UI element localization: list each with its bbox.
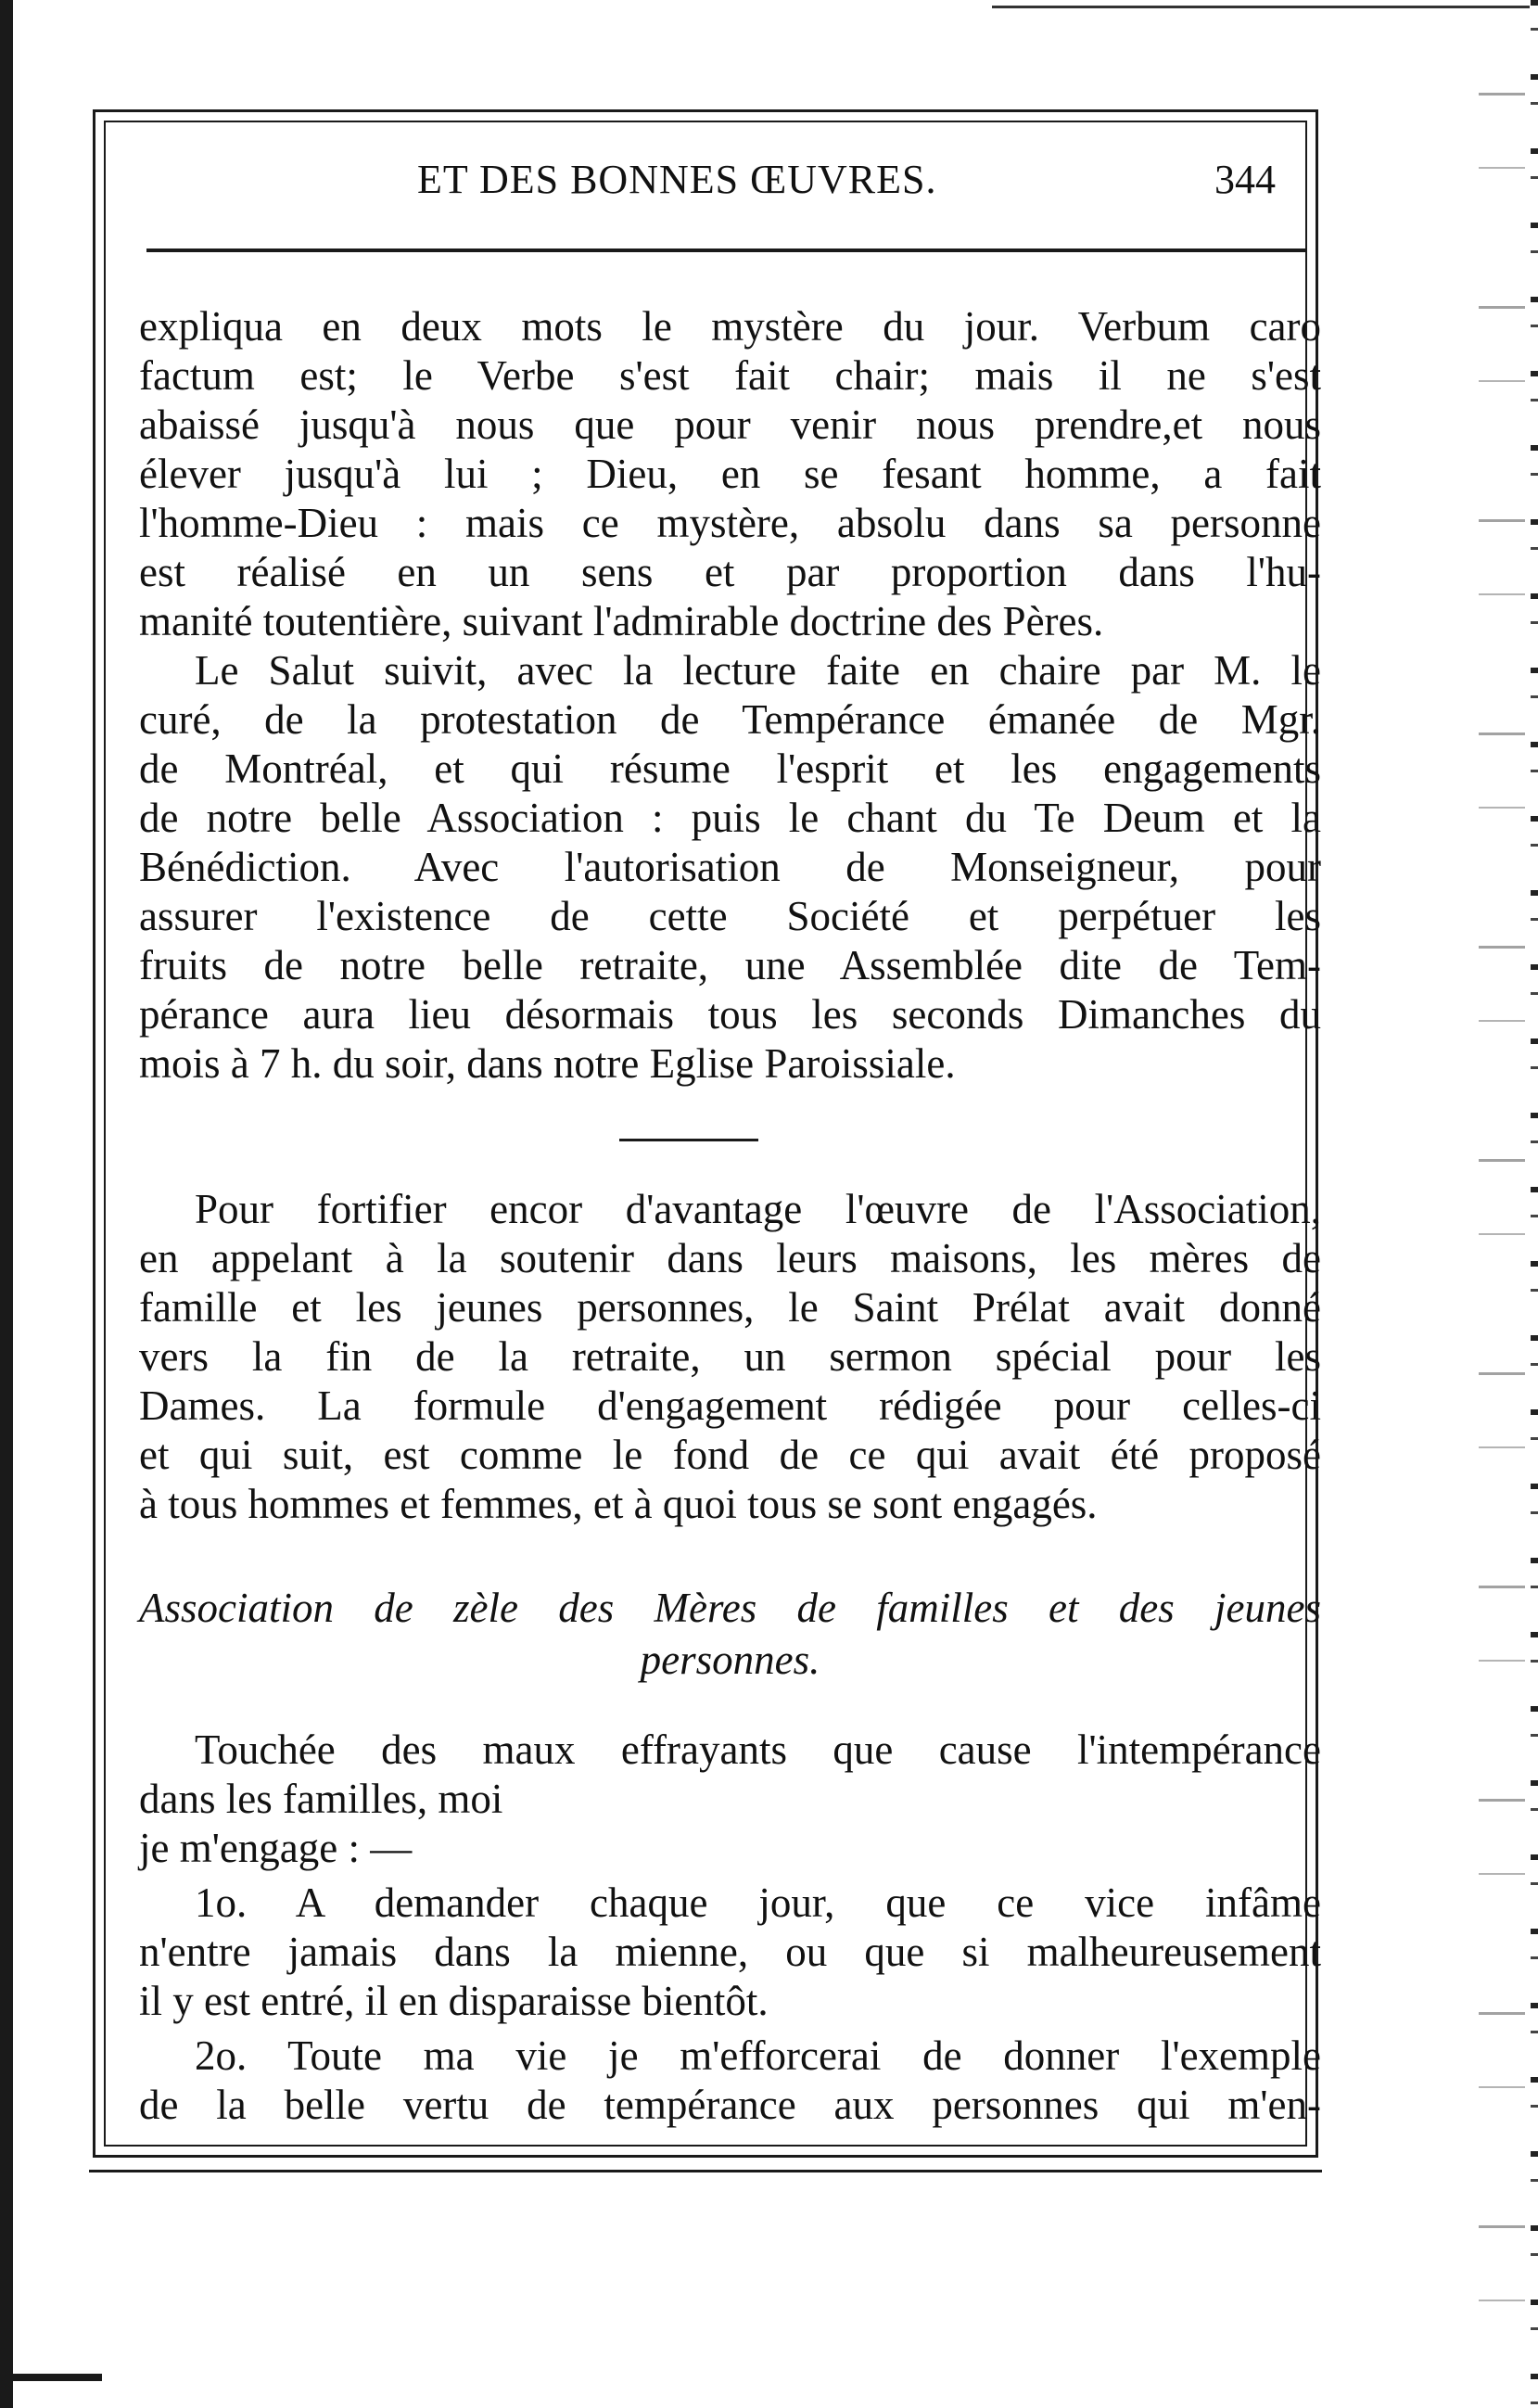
text-line: pérance aura lieu désormais tous les seconds Dimanches du bbox=[139, 991, 1321, 1038]
running-title: ET DES BONNES ŒUVRES. bbox=[417, 157, 937, 202]
text-line: expliqua en deux mots le mystère du jour. Verbum caro bbox=[139, 303, 1321, 350]
text-line: Pour fortifier encor d'avantage l'œuvre de l'Association, bbox=[195, 1186, 1321, 1232]
text-line: élever jusqu'à lui ; Dieu, en se fesant homme, a fait bbox=[139, 451, 1321, 497]
text-line: il y est entré, il en disparaisse bientôt. bbox=[139, 1978, 769, 2024]
page-number: 344 bbox=[1214, 157, 1276, 202]
text-line: de Montréal, et qui résume l'esprit et les engagements bbox=[139, 745, 1321, 792]
text-line: à tous hommes et femmes, et à quoi tous se sont engagés. bbox=[139, 1481, 1098, 1527]
text-line: factum est; le Verbe s'est fait chair; mais il ne s'est bbox=[139, 352, 1321, 399]
text-line: est réalisé en un sens et par proportion dans l'hu- bbox=[139, 549, 1321, 595]
bottom-rule bbox=[89, 2170, 1322, 2172]
section-separator bbox=[619, 1139, 758, 1141]
text-line: abaissé jusqu'à nous que pour venir nous prendre,et nous bbox=[139, 401, 1321, 448]
text-line: famille et les jeunes personnes, le Saint Prélat avait donné bbox=[139, 1284, 1321, 1331]
text-line: de notre belle Association : puis le chant du Te Deum et la bbox=[139, 795, 1321, 841]
text-line: Touchée des maux effrayants que cause l'intempérance bbox=[195, 1726, 1321, 1773]
text-line: et qui suit, est comme le fond de ce qui avait été proposé bbox=[139, 1432, 1321, 1478]
text-line: 2o. Toute ma vie je m'efforcerai de donner l'exemple bbox=[195, 2032, 1321, 2079]
text-line: curé, de la protestation de Tempérance émanée de Mgr. bbox=[139, 696, 1321, 743]
text-line: dans les familles, moi bbox=[139, 1776, 503, 1822]
text-line: je m'engage : — bbox=[139, 1825, 413, 1871]
section-title-line: Association de zèle des Mères de familles et des jeunes bbox=[139, 1585, 1321, 1631]
text-line: de la belle vertu de tempérance aux personnes qui m'en- bbox=[139, 2082, 1321, 2128]
text-line: Bénédiction. Avec l'autorisation de Monseigneur, pour bbox=[139, 844, 1321, 890]
right-page-edge bbox=[1531, 0, 1538, 2408]
text-line: assurer l'existence de cette Société et perpétuer les bbox=[139, 893, 1321, 939]
text-line: fruits de notre belle retraite, une Assemblée dite de Tem- bbox=[139, 942, 1321, 988]
bleed-through-marks bbox=[1479, 37, 1525, 2374]
text-line: Dames. La formule d'engagement rédigée pour celles-ci bbox=[139, 1382, 1321, 1429]
text-line: vers la fin de la retraite, un sermon spécial pour les bbox=[139, 1333, 1321, 1380]
text-line: en appelant à la soutenir dans leurs maisons, les mères de bbox=[139, 1235, 1321, 1281]
text-line: Le Salut suivit, avec la lecture faite en chaire par M. le bbox=[195, 647, 1321, 694]
page-spine-tail bbox=[0, 2374, 102, 2381]
text-line: manité toutentière, suivant l'admirable doctrine des Pères. bbox=[139, 598, 1104, 644]
header-rule bbox=[146, 248, 1305, 252]
text-line: mois à 7 h. du soir, dans notre Eglise Paroissiale. bbox=[139, 1040, 956, 1087]
top-edge-line bbox=[992, 6, 1530, 8]
page-spine-shadow bbox=[0, 0, 13, 2408]
text-line: l'homme-Dieu : mais ce mystère, absolu dans sa personne bbox=[139, 500, 1321, 546]
text-line: n'entre jamais dans la mienne, ou que si malheureusement bbox=[139, 1929, 1321, 1975]
section-title-line: personnes. bbox=[640, 1637, 820, 1683]
text-line: 1o. A demander chaque jour, que ce vice infâme bbox=[195, 1879, 1321, 1926]
